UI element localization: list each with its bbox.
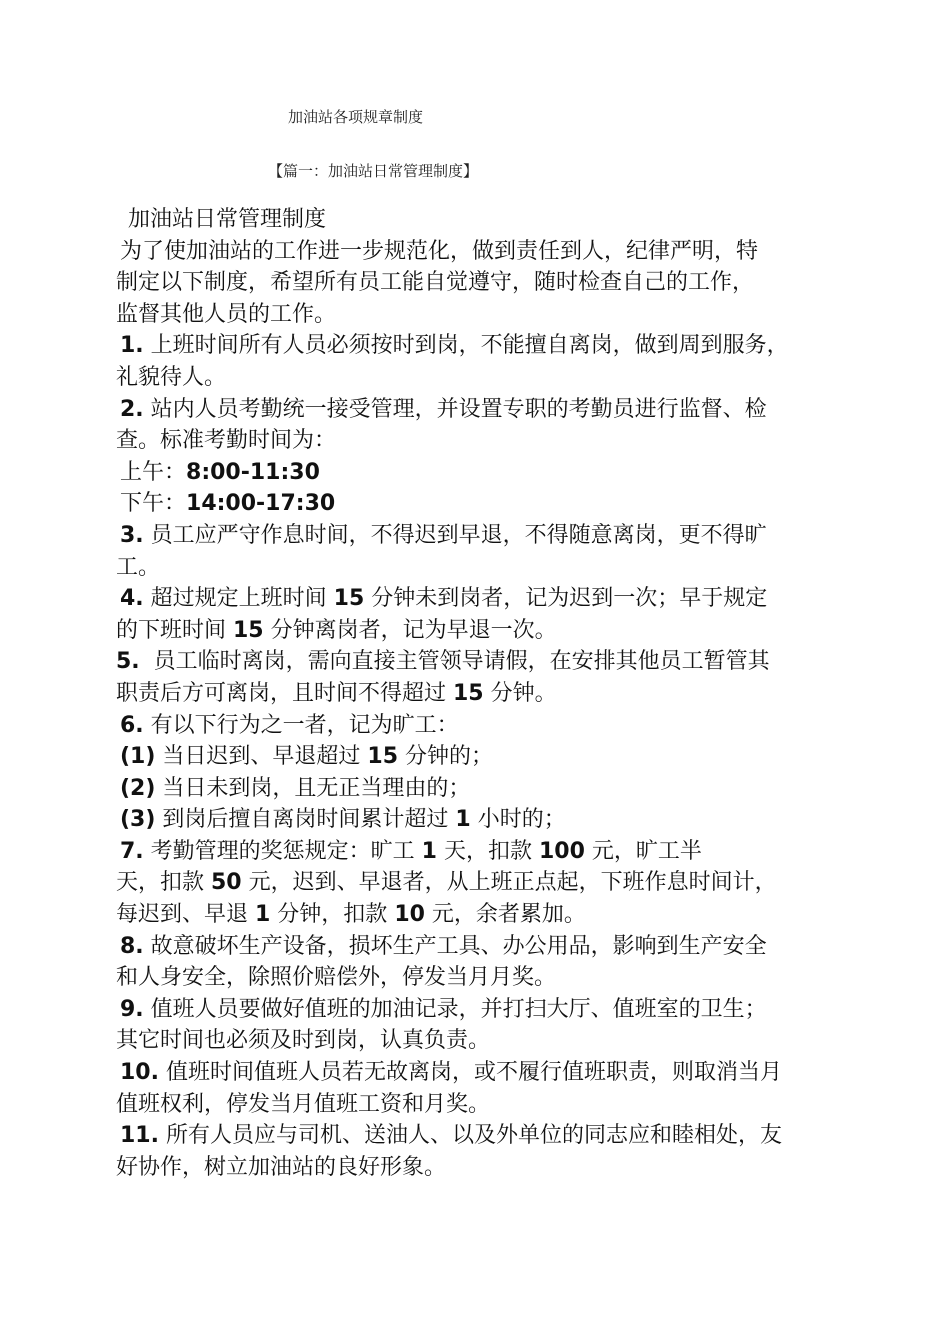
rule-11-line-1 — [116, 1120, 836, 1152]
rule-text: 分钟未到岗者，记为迟到一次；早于规定 — [364, 586, 768, 612]
rule-number: 7. — [120, 838, 144, 864]
rule-text: 元，旷工半 — [584, 838, 702, 864]
rule-text: 元，余者累加。 — [424, 902, 586, 928]
rule-value: 1 — [421, 838, 437, 864]
rule-8-line-1 — [116, 931, 836, 963]
sub-item-3 — [116, 804, 836, 836]
rule-text: 考勤管理的奖惩规定：旷工 — [143, 838, 422, 864]
rule-value: 100 — [538, 838, 585, 864]
rule-value: 50 — [211, 870, 242, 896]
rule-7-line-1 — [116, 836, 836, 868]
rule-4-line-2 — [116, 615, 836, 647]
rule-number: 4. — [120, 586, 144, 612]
rule-text: 天，扣款 — [436, 838, 539, 864]
sub-item-number: (1) — [120, 744, 156, 770]
rule-text: 超过规定上班时间 — [143, 586, 334, 612]
rule-5-line-1 — [116, 646, 836, 678]
document-body — [116, 204, 836, 1183]
rule-value: 1 — [255, 902, 271, 928]
rule-3-line-1 — [116, 520, 836, 552]
rule-value: 15 — [367, 744, 399, 770]
rule-text: 员工应严守作息时间，不得迟到早退，不得随意离岗，更不得旷 — [143, 522, 767, 548]
rule-text: 元，迟到、早退者，从上班正点起，下班作息时间计， — [241, 870, 777, 896]
rule-9-line-2: 其它时间也必须及时到岗，认真负责。 — [116, 1028, 491, 1054]
rule-text: 的下班时间 — [116, 617, 233, 643]
am-label: 上午： — [120, 459, 187, 485]
rule-text: 站内人员考勤统一接受管理，并设置专职的考勤员进行监督、检 — [143, 396, 767, 422]
rule-text: 职责后方可离岗，且时间不得超过 — [116, 680, 453, 706]
rule-value: 1 — [455, 807, 471, 833]
pm-label: 下午： — [120, 491, 187, 517]
sub-item-1 — [116, 741, 836, 773]
rule-text: 分钟的； — [398, 744, 494, 770]
rule-1-line-1 — [116, 330, 836, 362]
rule-text: 当日迟到、早退超过 — [155, 744, 368, 770]
document-title: 加油站各项规章制度 — [288, 108, 424, 126]
rule-3-line-2: 工。 — [116, 554, 161, 580]
rule-text: 分钟离岗者，记为早退一次。 — [263, 617, 557, 643]
rule-number: 5. — [116, 649, 140, 675]
rule-number: 9. — [120, 996, 144, 1022]
intro-line-2: 制定以下制度，希望所有员工能自觉遵守，随时检查自己的工作， — [116, 270, 755, 296]
rule-text: 分钟。 — [483, 680, 557, 706]
body-heading: 加油站日常管理制度 — [128, 207, 327, 232]
rule-1-line-2: 礼貌待人。 — [116, 364, 227, 390]
rule-8-line-2: 和人身安全，除照价赔偿外，停发当月月奖。 — [116, 965, 557, 991]
rule-text: 分钟，扣款 — [270, 902, 395, 928]
sub-item-number: (2) — [120, 775, 156, 801]
rule-text: 员工临时离岗，需向直接主管领导请假，在安排其他员工暂管其 — [139, 649, 770, 675]
section-heading: 【篇一：加油站日常管理制度】 — [268, 162, 479, 180]
rule-text: 到岗后擅自离岗时间累计超过 — [155, 807, 456, 833]
intro-line-3: 监督其他人员的工作。 — [116, 301, 337, 327]
rule-text: 值班时间值班人员若无故离岗，或不履行值班职责，则取消当月 — [158, 1060, 782, 1086]
rule-text: 有以下行为之一者，记为旷工： — [143, 712, 459, 738]
rule-number: 1. — [120, 333, 144, 359]
rule-6-line-1 — [116, 710, 836, 742]
rule-5-line-2 — [116, 678, 836, 710]
rule-7-line-3 — [116, 899, 836, 931]
rule-number: 2. — [120, 396, 144, 422]
rule-value: 15 — [333, 586, 365, 612]
rule-text: 天，扣款 — [116, 870, 211, 896]
rule-10-line-2: 值班权利，停发当月值班工资和月奖。 — [116, 1091, 491, 1117]
rule-4-line-1 — [116, 583, 836, 615]
rule-2-line-1 — [116, 394, 836, 426]
rule-number: 6. — [120, 712, 144, 738]
rule-value: 10 — [394, 902, 425, 928]
rule-text: 当日未到岗，且无正当理由的； — [155, 775, 471, 801]
sub-item-2 — [116, 773, 836, 805]
rule-11-line-2: 好协作，树立加油站的良好形象。 — [116, 1154, 447, 1180]
rule-number: 8. — [120, 933, 144, 959]
am-time: 8:00-11:30 — [186, 459, 320, 485]
rule-number: 3. — [120, 522, 144, 548]
am-hours — [116, 457, 836, 489]
intro-line-1: 为了使加油站的工作进一步规范化，做到责任到人，纪律严明，特 — [120, 238, 759, 264]
pm-hours — [116, 488, 836, 520]
rule-text: 小时的； — [470, 807, 566, 833]
sub-item-number: (3) — [120, 807, 156, 833]
rule-2-line-2: 查。标准考勤时间为： — [116, 428, 337, 454]
rule-value: 15 — [233, 617, 264, 643]
pm-time: 14:00-17:30 — [186, 491, 336, 517]
rule-text: 值班人员要做好值班的加油记录，并打扫大厅、值班室的卫生； — [143, 996, 767, 1022]
rule-value: 15 — [453, 680, 484, 706]
rule-number: 11. — [120, 1123, 159, 1149]
rule-text: 上班时间所有人员必须按时到岗，不能擅自离岗，做到周到服务， — [143, 333, 789, 359]
rule-text: 所有人员应与司机、送油人、以及外单位的同志应和睦相处，友 — [158, 1123, 782, 1149]
rule-text: 故意破坏生产设备，损坏生产工具、办公用品，影响到生产安全 — [143, 933, 767, 959]
rule-7-line-2 — [116, 867, 836, 899]
rule-9-line-1 — [116, 994, 836, 1026]
rule-text: 每迟到、早退 — [116, 902, 255, 928]
rule-number: 10. — [120, 1060, 159, 1086]
rule-10-line-1 — [116, 1057, 836, 1089]
